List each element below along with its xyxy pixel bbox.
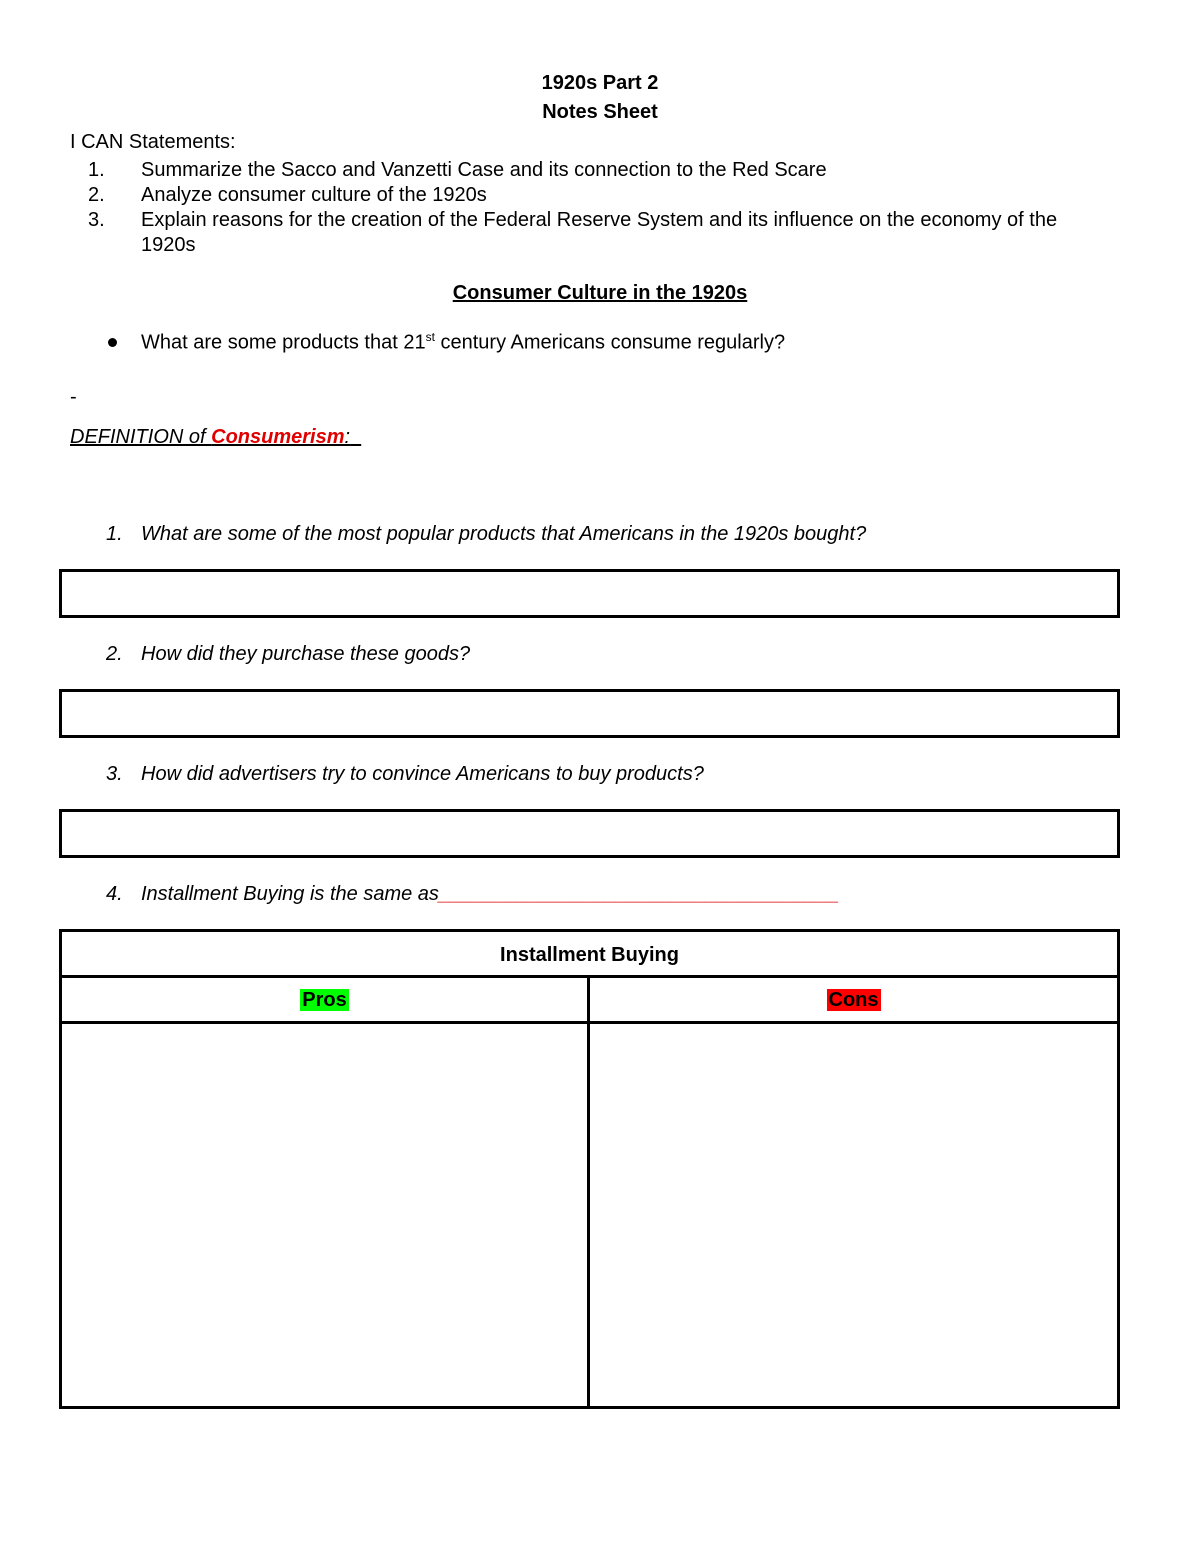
definition-prefix: DEFINITION of xyxy=(70,426,212,448)
cons-header-cell xyxy=(590,978,1117,1024)
bullet-question xyxy=(141,330,785,355)
bullet-dot xyxy=(108,338,117,347)
pros-header: Pros xyxy=(302,989,347,1011)
cons-header: Cons xyxy=(828,989,879,1011)
ican-item-3: Explain reasons for the creation of the Federal Reserve System and its influence on the economy of the xyxy=(141,209,1058,231)
page-title: 1920s Part 2 xyxy=(541,72,659,94)
question-1: What are some of the most popular products that Americans in the 1920s bought? xyxy=(141,523,867,545)
cons-cell[interactable] xyxy=(590,1024,1117,1406)
installment-buying-table xyxy=(59,929,1120,1409)
bullet-question-text: What are some products that 21 xyxy=(141,331,426,354)
ican-item-2: Analyze consumer culture of the 1920s xyxy=(141,184,487,206)
ican-number-1: 1. xyxy=(88,159,105,181)
ican-item-1: Summarize the Sacco and Vanzetti Case and its connection to the Red Scare xyxy=(141,159,827,181)
question-number-2: 2. xyxy=(106,643,123,665)
ican-item-3-continued: 1920s xyxy=(141,234,196,256)
page-subtitle: Notes Sheet xyxy=(542,101,658,123)
question-number-4: 4. xyxy=(106,883,123,905)
bullet-question-superscript: st xyxy=(425,330,435,344)
definition-suffix: : xyxy=(344,426,351,448)
table-title: Installment Buying xyxy=(62,932,1117,978)
definition-line xyxy=(70,426,361,449)
dash-line: - xyxy=(70,386,77,408)
bullet-question-text-end: century Americans consume regularly? xyxy=(434,331,786,354)
answer-box-3[interactable] xyxy=(59,809,1120,858)
definition-underline-tail xyxy=(350,426,361,448)
section-heading: Consumer Culture in the 1920s xyxy=(452,282,748,304)
question-4 xyxy=(141,883,839,906)
question-3: How did advertisers try to convince Americans to buy products? xyxy=(141,763,704,785)
answer-box-2[interactable] xyxy=(59,689,1120,738)
ican-label: I CAN Statements: xyxy=(70,131,236,153)
question-number-3: 3. xyxy=(106,763,123,785)
definition-term: Consumerism xyxy=(211,426,345,448)
question-2: How did they purchase these goods? xyxy=(141,643,471,665)
pros-cell[interactable] xyxy=(62,1024,590,1406)
question-4-text: Installment Buying is the same as xyxy=(141,883,439,905)
ican-number-2: 2. xyxy=(88,184,105,206)
answer-box-1[interactable] xyxy=(59,569,1120,618)
pros-header-cell xyxy=(62,978,590,1024)
question-number-1: 1. xyxy=(106,523,123,545)
ican-number-3: 3. xyxy=(88,209,105,231)
question-4-blank[interactable]: ____________________________________ xyxy=(438,883,840,905)
